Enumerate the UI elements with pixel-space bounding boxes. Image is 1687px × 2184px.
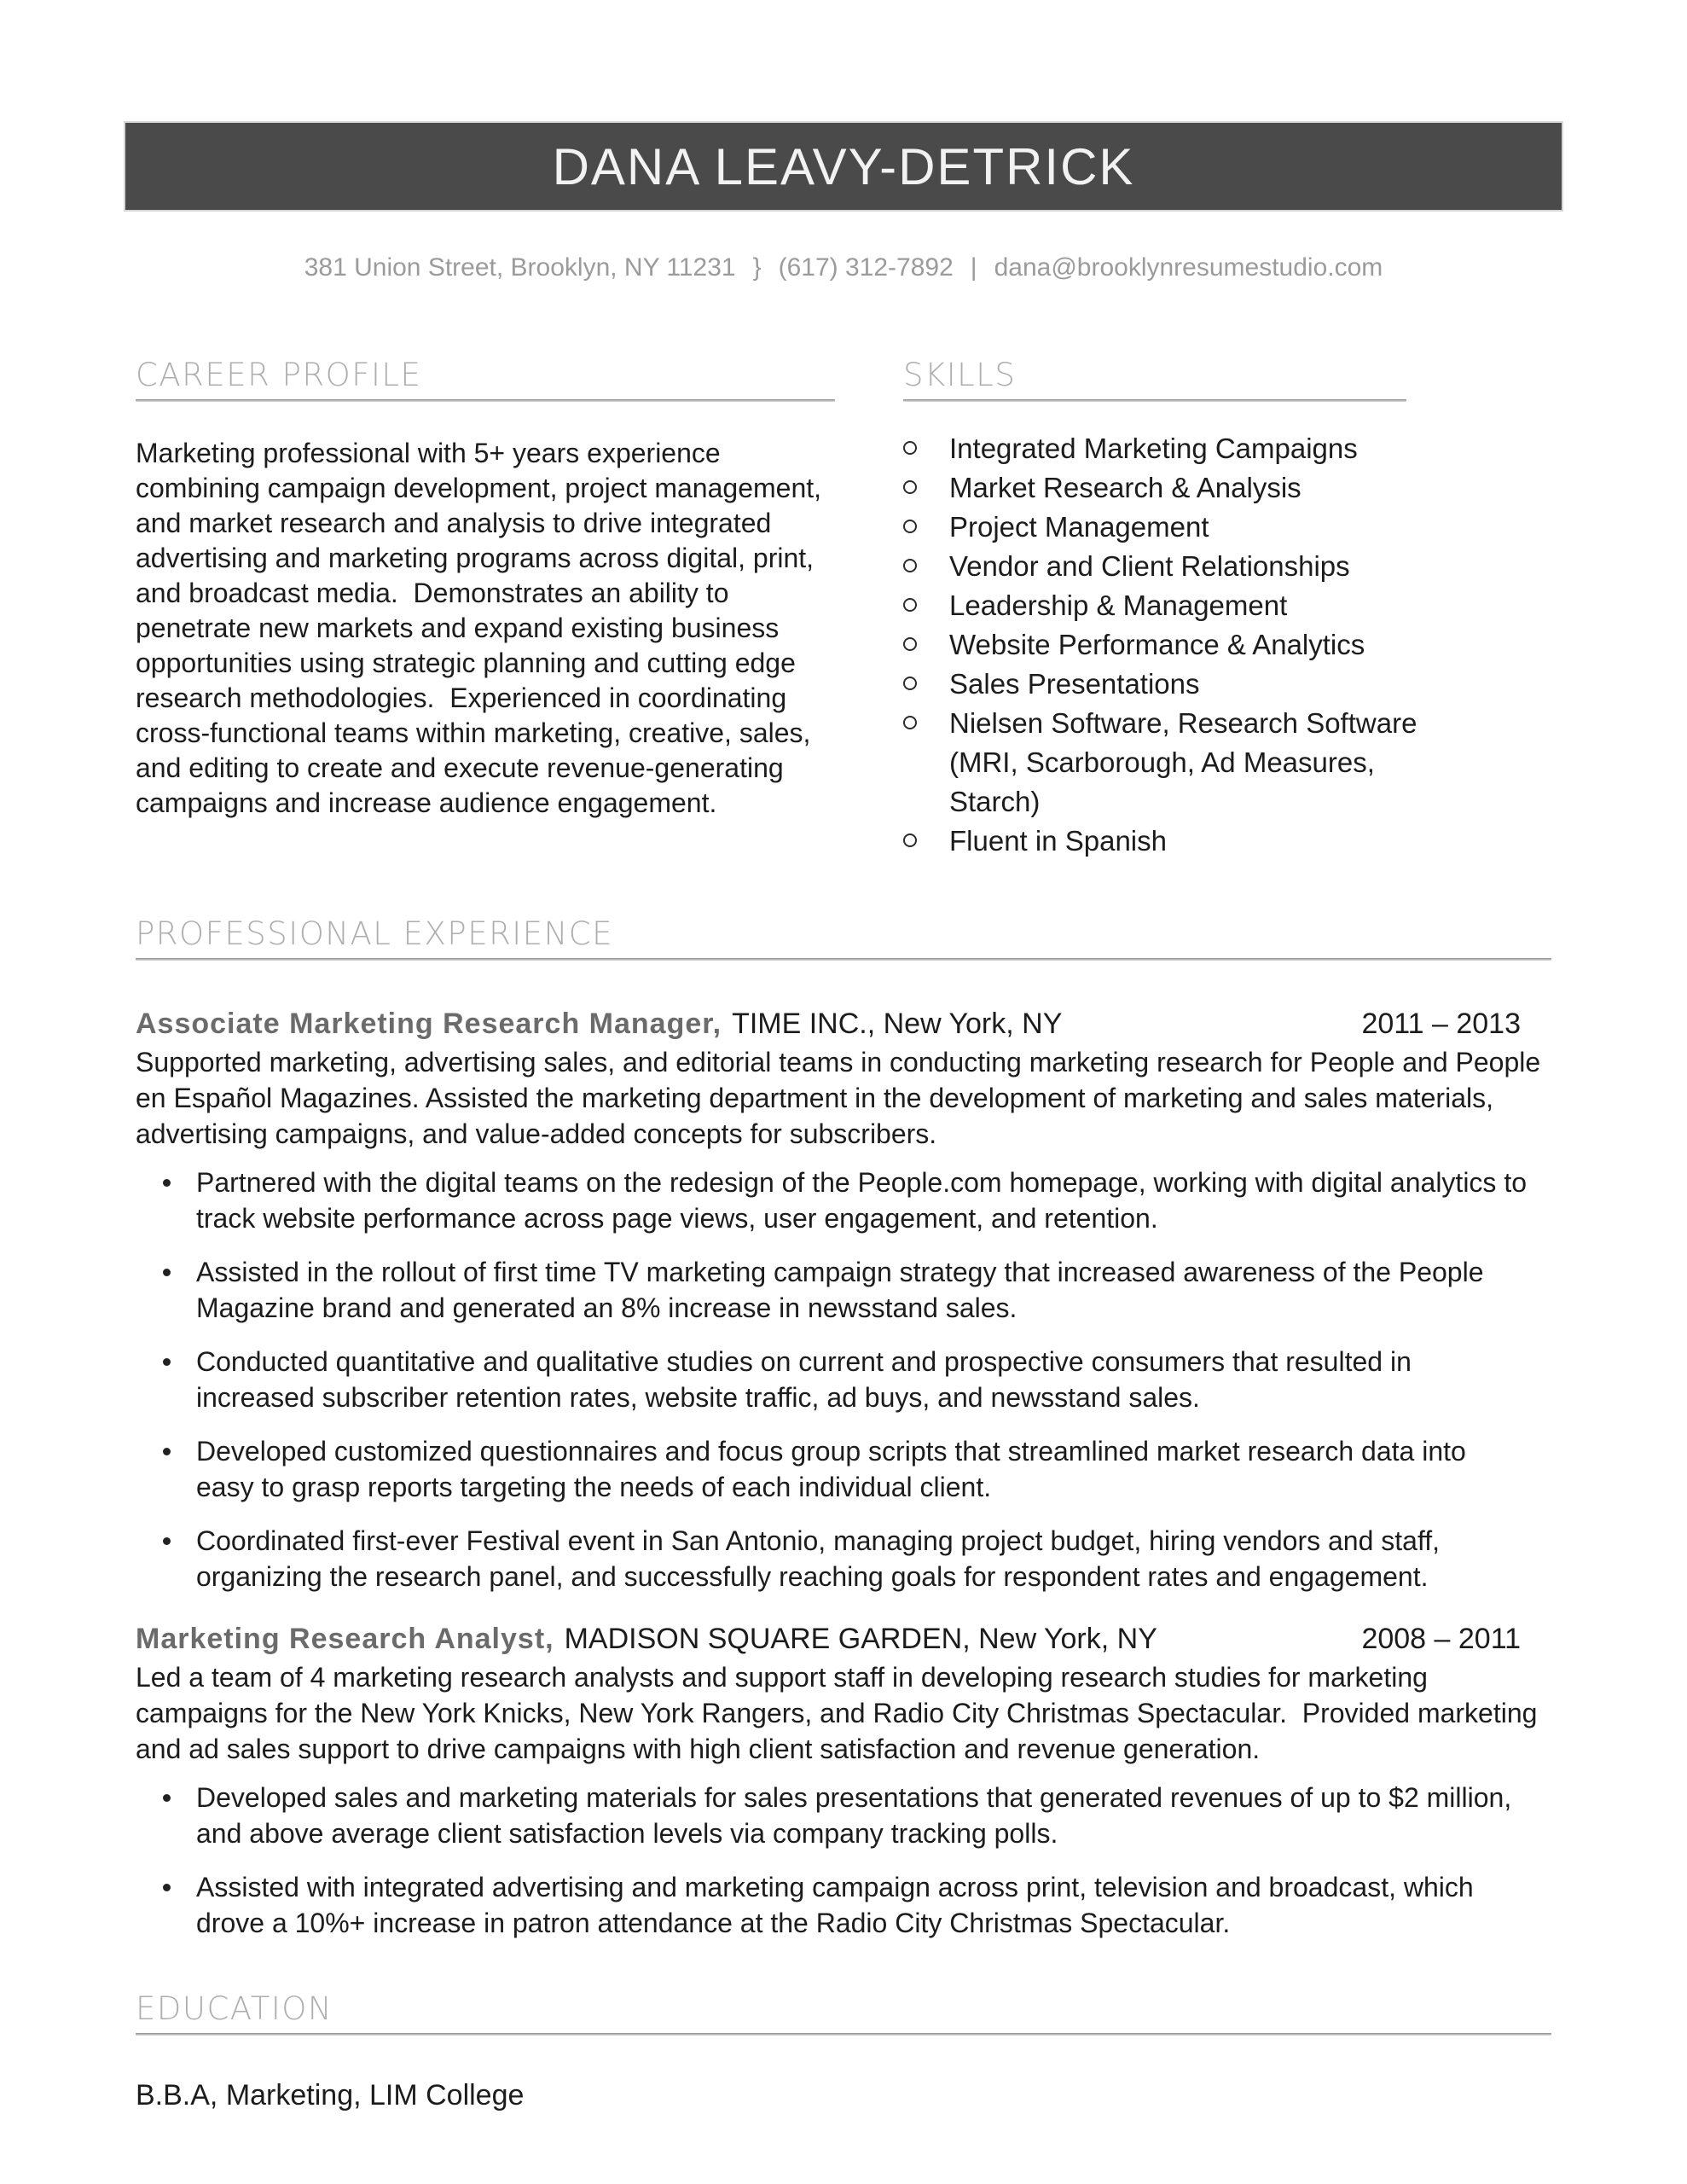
skill-item <box>903 704 1551 822</box>
page-content <box>136 357 1551 2114</box>
contact-line <box>0 251 1687 285</box>
experience-rule <box>136 958 1551 961</box>
contact-email: dana@brooklynresumestudio.com <box>994 253 1383 282</box>
skill-label: Sales Presentations <box>949 668 1200 700</box>
job-header <box>136 1620 1551 1658</box>
skill-label: Market Research & Analysis <box>949 472 1301 503</box>
section-career-profile <box>136 357 835 861</box>
contact-separator-1: } <box>752 253 762 282</box>
dot-bullet-icon <box>163 1448 171 1455</box>
contact-address: 381 Union Street, Brooklyn, NY 11231 <box>304 253 736 282</box>
job-bullet-list <box>136 1165 1551 1594</box>
bullet-text: Developed sales and marketing materials for sales presentations that generated revenues of up to $2 million, and above average client satisfaction levels via company tracking polls. <box>196 1782 1512 1849</box>
skill-label: Website Performance & Analytics <box>949 629 1365 660</box>
dot-bullet-icon <box>163 1358 171 1366</box>
section-skills <box>903 357 1551 861</box>
bullet-item <box>136 1254 1551 1326</box>
ring-bullet-icon <box>903 834 917 847</box>
career-profile-text: Marketing professional with 5+ years experience combining campaign development, project management, and market research and analysis to drive integrated advertising and marketing programs across digital, print, and broadcast media. Demonstrates an ability to penetrate new markets and expand existing business opportunities using strategic planning and cutting edge research methodologies. Experienced in coordinating cross-functional teams within marketing, creative, sales, and editing to create and execute revenue-generating campaigns and increase audience engagement. <box>136 438 829 818</box>
bullet-text: Partnered with the digital teams on the redesign of the People.com homepage, working with digital analytics to track website performance across page views, user engagement, and retention. <box>196 1167 1527 1234</box>
skill-label: Integrated Marketing Campaigns <box>949 433 1358 464</box>
bullet-text: Assisted in the rollout of first time TV marketing campaign strategy that increased awareness of the People Magazine brand and generated an 8% increase in newsstand sales. <box>196 1257 1484 1323</box>
bullet-item <box>136 1344 1551 1415</box>
career-profile-heading: CAREER PROFILE <box>136 357 422 393</box>
bullet-text: Coordinated first-ever Festival event in San Antonio, managing project budget, hiring vendors and staff, organizing the research panel, and successfully reaching goals for respondent rates and engagement. <box>196 1525 1441 1592</box>
ring-bullet-icon <box>903 559 917 572</box>
dot-bullet-icon <box>163 1269 171 1276</box>
skill-label: Project Management <box>949 511 1209 543</box>
ring-bullet-icon <box>903 716 917 729</box>
career-profile-rule <box>136 399 835 402</box>
dot-bullet-icon <box>163 1179 171 1187</box>
skill-item <box>903 429 1551 468</box>
ring-bullet-icon <box>903 441 917 455</box>
job-madison-square-garden <box>136 1620 1551 1941</box>
bullet-item <box>136 1433 1551 1505</box>
contact-separator-2: | <box>970 253 977 282</box>
job-bullet-list <box>136 1780 1551 1941</box>
job-time-inc <box>136 1005 1551 1594</box>
skill-item <box>903 468 1551 508</box>
experience-heading: PROFESSIONAL EXPERIENCE <box>136 915 613 952</box>
bullet-text: Conducted quantitative and qualitative studies on current and prospective consumers that resulted in increased subscriber retention rates, website traffic, ad buys, and newsstand sales. <box>196 1346 1412 1413</box>
job-title: Associate Marketing Research Manager, <box>136 1008 722 1040</box>
skill-item <box>903 547 1551 586</box>
job-company: TIME INC., New York, NY <box>732 1008 1063 1040</box>
job-summary: Led a team of 4 marketing research analysts and support staff in developing research studies for marketing campaigns for the New York Knicks, New York Rangers, and Radio City Christmas Spectacular. Provided marketing and ad sales support to drive campaigns with high client satisfaction and revenue generation. <box>136 1662 1545 1764</box>
skill-label: Vendor and Client Relationships <box>949 550 1350 582</box>
education-degree: B.B.A, Marketing, LIM College <box>136 2079 525 2111</box>
section-experience <box>136 915 1551 1941</box>
education-rule <box>136 2033 1551 2036</box>
skills-list <box>903 429 1551 861</box>
job-title-line <box>136 1005 1062 1043</box>
dot-bullet-icon <box>163 1884 171 1891</box>
job-dates: 2008 – 2011 <box>1361 1623 1521 1655</box>
ring-bullet-icon <box>903 520 917 533</box>
dot-bullet-icon <box>163 1537 171 1545</box>
skills-heading: SKILLS <box>903 357 1017 393</box>
bullet-item <box>136 1165 1551 1236</box>
job-company: MADISON SQUARE GARDEN, New York, NY <box>564 1623 1157 1655</box>
ring-bullet-icon <box>903 480 917 494</box>
skill-item <box>903 586 1551 625</box>
skills-rule <box>903 399 1406 402</box>
bullet-item <box>136 1780 1551 1851</box>
skill-label: Nielsen Software, Research Software (MRI, Scarborough, Ad Measures, Starch) <box>949 707 1417 817</box>
two-column-row <box>136 357 1551 861</box>
skill-label: Leadership & Management <box>949 590 1288 621</box>
skill-label: Fluent in Spanish <box>949 825 1167 857</box>
bullet-item <box>136 1523 1551 1594</box>
section-education <box>136 1990 1551 2114</box>
ring-bullet-icon <box>903 598 917 612</box>
bullet-text: Assisted with integrated advertising and marketing campaign across print, television and broadcast, which drove a 10%+ increase in patron attendance at the Radio City Christmas Spectacular. <box>196 1872 1474 1938</box>
skill-item <box>903 665 1551 704</box>
job-title-line <box>136 1620 1157 1658</box>
job-summary: Supported marketing, advertising sales, and editorial teams in conducting marketing research for People and People en Español Magazines. Assisted the marketing department in the development of marketing and sales materials, advertising campaigns, and value-added concepts for subscribers. <box>136 1047 1549 1149</box>
dot-bullet-icon <box>163 1794 171 1802</box>
bullet-text: Developed customized questionnaires and focus group scripts that streamlined market research data into easy to grasp reports targeting the needs of each individual client. <box>196 1436 1466 1502</box>
ring-bullet-icon <box>903 677 917 690</box>
header-bar <box>124 121 1563 212</box>
job-header <box>136 1005 1551 1043</box>
ring-bullet-icon <box>903 637 917 651</box>
education-heading: EDUCATION <box>136 1990 333 2027</box>
job-title: Marketing Research Analyst, <box>136 1623 554 1655</box>
skill-item <box>903 625 1551 665</box>
job-dates: 2011 – 2013 <box>1361 1008 1521 1040</box>
bullet-item <box>136 1869 1551 1941</box>
contact-phone: (617) 312-7892 <box>778 253 954 282</box>
skill-item <box>903 822 1551 861</box>
skill-item <box>903 508 1551 547</box>
candidate-name: DANA LEAVY-DETRICK <box>552 137 1135 195</box>
